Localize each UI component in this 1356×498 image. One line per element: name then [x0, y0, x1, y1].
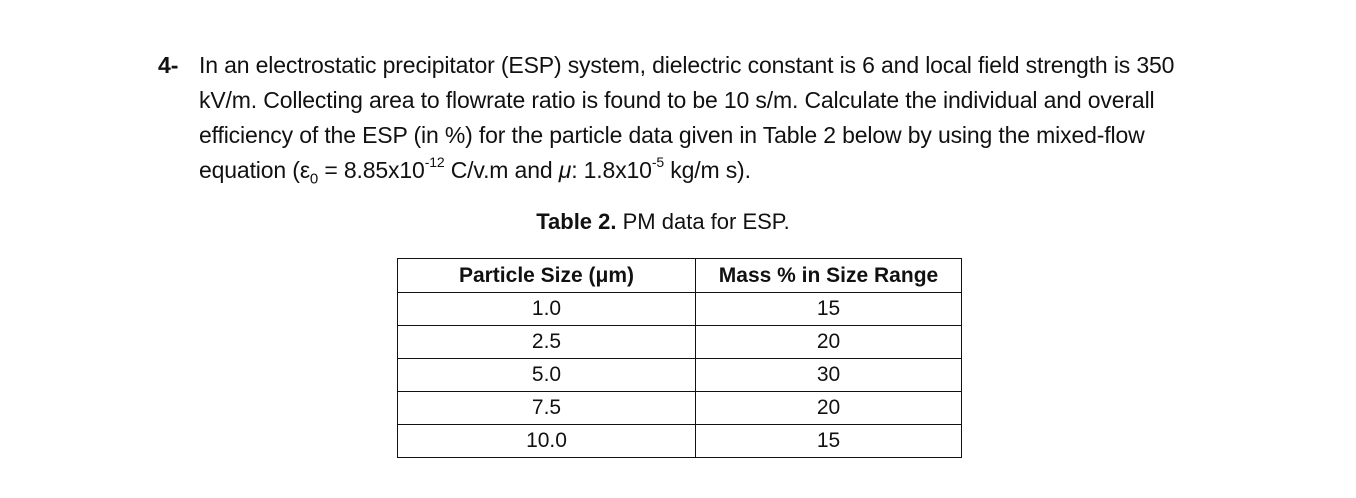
exponent-viscosity: -5 [651, 154, 664, 171]
cell-particle-size: 10.0 [398, 425, 696, 458]
problem-text-part-5: kg/m s). [663, 157, 751, 183]
table-caption-label: Table 2. [536, 209, 617, 234]
header-mass-percent: Mass % in Size Range [696, 259, 962, 293]
exponent-permittivity: -12 [424, 154, 445, 171]
cell-mass-percent: 30 [696, 359, 962, 392]
problem-text-part-1: In an electrostatic precipitator (ESP) system, dielectric constant is 6 and local field strength is 350 kV/m. Collecting area to flowrate ratio is found to be 10 s/m. Calculate the individual and overall efficiency of the ESP (in %) for the particle data given in Table 2 below by using the mixed-flow equation ( [199, 52, 1175, 183]
table-caption-text: PM data for ESP. [616, 209, 790, 234]
mu-symbol: μ [558, 157, 572, 183]
problem-text-part-4: : 1.8x10 [571, 157, 652, 183]
cell-particle-size: 5.0 [398, 359, 696, 392]
epsilon-subscript: 0 [309, 170, 319, 188]
cell-particle-size: 1.0 [398, 293, 696, 326]
table-caption [0, 207, 1356, 237]
epsilon-symbol: ε [299, 157, 310, 183]
table-row [398, 392, 962, 425]
problem-text-part-3: C/v.m and [444, 157, 559, 183]
cell-mass-percent: 15 [696, 293, 962, 326]
cell-particle-size: 2.5 [398, 326, 696, 359]
header-particle-size: Particle Size (μm) [398, 259, 696, 293]
problem-statement [158, 48, 1218, 188]
cell-particle-size: 7.5 [398, 392, 696, 425]
problem-text [199, 48, 1218, 188]
cell-mass-percent: 20 [696, 392, 962, 425]
table-row [398, 293, 962, 326]
cell-mass-percent: 20 [696, 326, 962, 359]
table-row [398, 359, 962, 392]
problem-number: 4- [158, 52, 179, 78]
table-row [398, 326, 962, 359]
pm-data-table [397, 258, 962, 458]
cell-mass-percent: 15 [696, 425, 962, 458]
problem-text-part-2: = 8.85x10 [318, 157, 425, 183]
table-header-row [398, 259, 962, 293]
table-row [398, 425, 962, 458]
